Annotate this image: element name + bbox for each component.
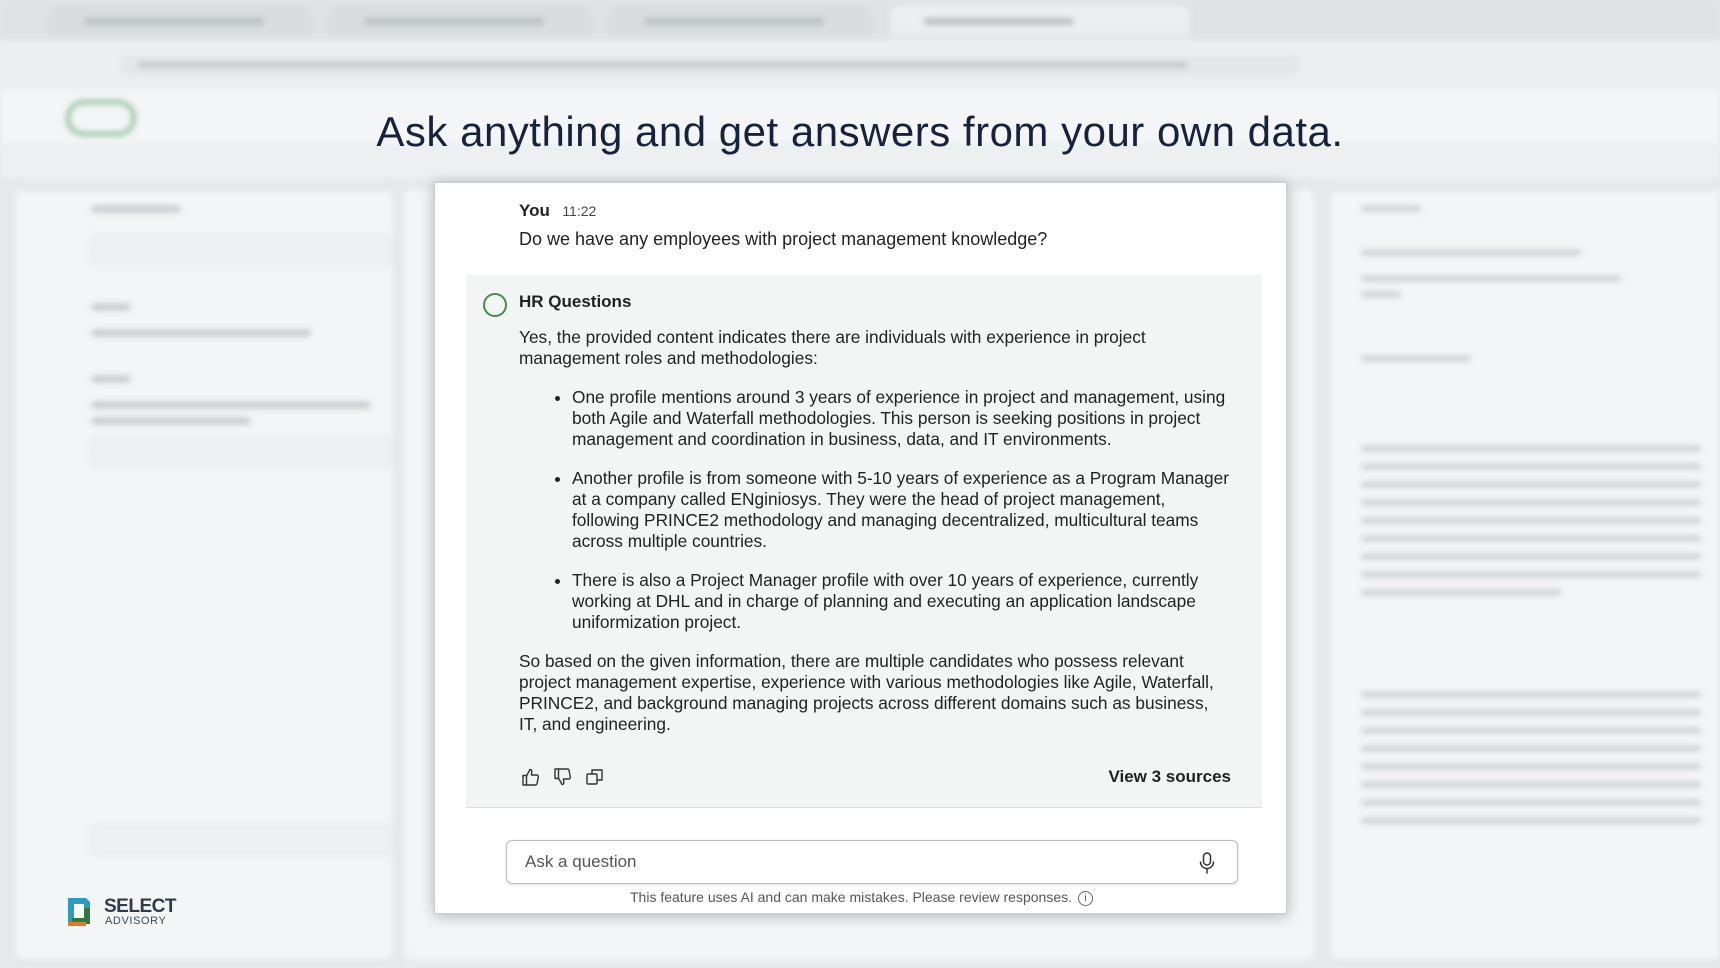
question-input[interactable]	[525, 849, 1145, 875]
answer-bullet-list	[519, 387, 1231, 633]
user-message-text: Do we have any employees with project management knowledge?	[519, 229, 1048, 249]
chat-card	[434, 182, 1287, 914]
answer-actions	[519, 765, 1231, 791]
browser-tab	[330, 6, 590, 36]
thumbs-down-icon	[553, 767, 573, 787]
conversations-panel	[14, 190, 394, 960]
thumbs-up-icon	[521, 767, 541, 787]
answer-conclusion: So based on the given information, there are multiple candidates who possess relevant project management expertise, experience with various methodologies like Agile, Waterfall, PRINCE2, and background managing projects across different domains such as business, IT, and engineering.	[519, 651, 1214, 734]
question-input-box[interactable]	[506, 840, 1238, 884]
copy-icon	[585, 767, 605, 787]
copy-button[interactable]	[583, 765, 607, 789]
user-message-time: 11:22	[562, 203, 597, 219]
answer-bullet: • Another profile is from someone with 5-10 years of experience as a Program Manager at a company called ENginiosys. They were the head of project management, following PRINCE2 methodology and managing decentralized, multicultural teams across multiple countries.	[572, 468, 1231, 552]
thumbs-up-button[interactable]	[519, 765, 543, 789]
answer-bullet: • There is also a Project Manager profile with over 10 years of experience, currently working at DHL and in charge of planning and executing an application landscape uniformization project.	[572, 570, 1231, 633]
select-advisory-logo-icon	[62, 894, 96, 928]
answer-bullet: • One profile mentions around 3 years of experience in project and management, using both Agile and Waterfall methodologies. This person is seeking positions in project management and coordination in business, data, and IT environments.	[572, 387, 1231, 450]
user-author: You	[519, 201, 550, 220]
browser-tab-active	[890, 6, 1190, 36]
page-headline: Ask anything and get answers from your own data.	[376, 108, 1344, 155]
brand-subtitle: ADVISORY	[105, 915, 167, 927]
answer-body	[519, 327, 1231, 735]
browser-tab-bar	[0, 0, 1720, 40]
browser-tab	[610, 6, 870, 36]
assistant-answer	[466, 275, 1262, 808]
view-sources-link[interactable]: View 3 sources	[1108, 767, 1231, 786]
assistant-avatar-icon	[483, 293, 507, 317]
thumbs-down-button[interactable]	[551, 765, 575, 789]
ai-disclaimer	[435, 889, 1287, 906]
brand-name: SELECT	[104, 896, 176, 917]
microphone-icon[interactable]	[1197, 851, 1217, 875]
info-icon[interactable]: i	[1078, 891, 1093, 906]
ai-disclaimer-text: This feature uses AI and can make mistakes. Please review responses.	[630, 889, 1072, 905]
browser-address-bar	[0, 40, 1720, 90]
answer-intro: Yes, the provided content indicates there are individuals with experience in project management roles and methodologies:	[519, 327, 1146, 368]
browser-tab	[50, 6, 310, 36]
user-message	[519, 201, 1259, 250]
assistant-title: HR Questions	[519, 292, 632, 311]
sources-panel	[1330, 190, 1720, 960]
